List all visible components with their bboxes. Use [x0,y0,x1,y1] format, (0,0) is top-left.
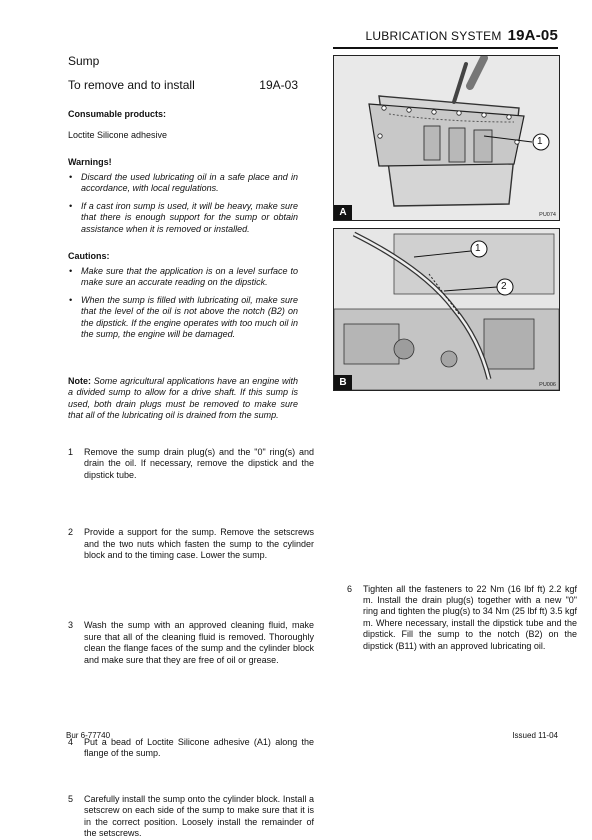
step-4 [68,737,314,760]
figure-b-code: PU006 [539,382,556,388]
figure-a [333,55,560,221]
procedure-ref: 19A-03 [259,78,298,92]
step-6 [347,584,577,652]
step-5 [68,794,314,840]
procedure-title: To remove and to install [68,78,195,92]
header-title: LUBRICATION SYSTEM [365,29,502,43]
cautions-title: Cautions: [68,251,110,261]
consumables-title: Consumable products: [68,109,167,119]
step-number: 5 [68,793,74,804]
step-text: Remove the sump drain plug(s) and the "0" ring(s) and drain the oil. If necessary, remove the dipstick and the dipstick tube. [84,447,314,480]
step-number: 4 [68,737,74,748]
procedure-heading [68,80,298,91]
figure-a-code: PU074 [539,212,556,218]
note-paragraph [68,376,298,422]
step-text: Provide a support for the sump. Remove the setscrews and the two nuts which fasten the sump to the cylinder block and to the timing case. Lower the sump. [84,527,314,561]
warning-item: • If a cast iron sump is used, it will be heavy, make sure that there is enough support for the sump or obtain assistance when it is removed or installed. [68,201,298,235]
consumable-item: Loctite Silicone adhesive [68,130,168,140]
figure-a-illustration [334,56,559,220]
step-text: Tighten all the fasteners to 22 Nm (16 lbf ft) 2.2 kgf m. Install the drain plug(s) together with a new "0" ring and tighten the plug(s) to 34 Nm (25 lbf ft) 3.5 kgf m. Where necessary, install the dipstick tube and the dipstick. Fill the sump to the notch (B2) on the dipstick (B11) with an approved lubricating oil. [363,583,577,651]
warnings-list [68,172,298,241]
step-1 [68,447,314,481]
caution-item: • Make sure that the application is on a level surface to make sure an accurate reading on the dipstick. [68,266,298,289]
figure-a-callout-1: 1 [537,136,543,147]
warnings-title: Warnings! [68,157,112,167]
step-text: Put a bead of Loctite Silicone adhesive (A1) along the flange of the sump. [84,737,314,759]
footer-issue: Issued 11-04 [512,731,558,740]
page-header [366,27,558,44]
step-number: 2 [68,527,74,538]
warning-item: • Discard the used lubricating oil in a safe place and in accordance, with local regulations. [68,172,298,195]
step-text: Carefully install the sump onto the cylinder block. Install a setscrew on each side of the sump to make sure that it is in the correct position. Loosely install the remainder of the setscrews. [84,793,314,839]
figure-b [333,228,560,391]
figure-b-illustration [334,229,559,390]
cautions-list [68,266,298,346]
step-2 [68,527,314,561]
header-section-number: 19A-05 [507,27,558,44]
step-3 [68,620,314,666]
figure-a-label: A [334,205,352,220]
page-title: Sump [68,54,100,68]
figure-b-callout-2: 2 [501,281,507,292]
step-number: 6 [347,583,353,594]
caution-item: • When the sump is filled with lubricating oil, make sure that the level of the oil is not above the notch (B2) on the dipstick. If the engine operates with too much oil in the sump, the engine will be damaged. [68,295,298,341]
note-label: Note: [68,376,91,386]
figure-b-callout-1: 1 [475,243,481,254]
step-text: Wash the sump with an approved cleaning fluid, make sure that all of the cleaning fluid is removed. Thoroughly clean the flange faces of the sump and the cylinder block and make sure that they are free of oil or grease. [84,620,314,665]
note-text: Some agricultural applications have an engine with a divided sump to allow for a drive shaft. If this sump is used, both drain plugs must be removed to make sure that all of the lubricating oil is drained from the sump. [68,376,298,421]
header-rule [333,47,558,49]
footer-doc-number: Bur 6-77740 [66,731,111,740]
step-number: 3 [68,620,74,631]
step-number: 1 [68,447,74,457]
figure-b-label: B [334,375,352,390]
